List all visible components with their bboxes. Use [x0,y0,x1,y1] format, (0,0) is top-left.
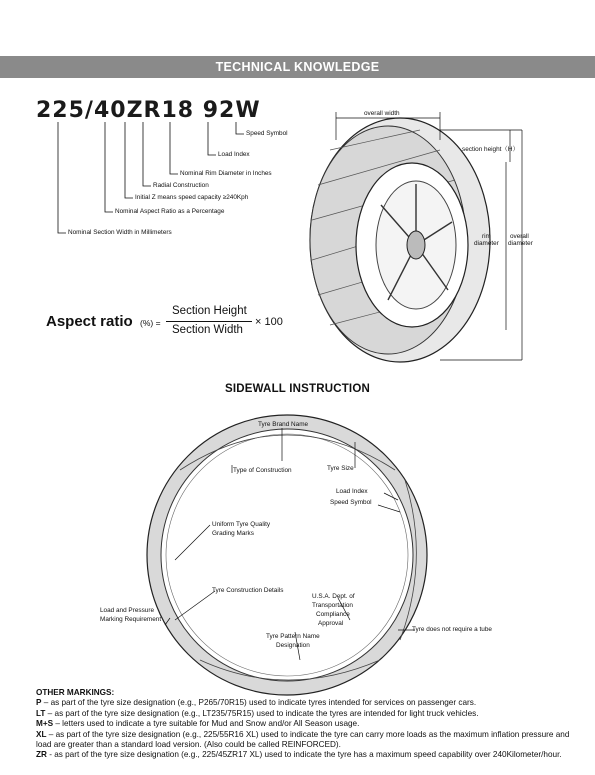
marking-item: M+S – letters used to indicate a tyre suitable for Mud and Snow and/or All Season usage. [36,719,360,729]
label-load-pressure-1: Load and Pressure [100,607,155,614]
other-markings-heading: OTHER MARKINGS: [36,688,115,697]
label-load-index: Load Index [218,151,250,158]
label-construction-type: Type of Construction [233,467,292,474]
label-overall-2: diameter [508,240,533,247]
sidewall-title: SIDEWALL INSTRUCTION [225,383,370,395]
label-pattern-1: Tyre Pattern Name [266,633,320,640]
marking-item: ZR - as part of the tyre size designation (e.g., 225/45ZR17 XL) used to indicate the tyre has a maximum speed capability over 240Kilometer/hour. [36,750,562,760]
label-pattern-2: Designation [276,642,310,649]
marking-item: P – as part of the tyre size designation (e.g., P265/70R15) used to indicate tyres intended for services on passenger cars. [36,698,477,708]
label-dot-2: Transportation [312,602,353,609]
marking-item: XL – as part of the tyre size designation (e.g., 225/55R16 XL) used to indicate the tyre can carry more loads as the maximum inflation pressure and load are greater than a standard load version. (Also could be called REINFORCED). [36,729,570,750]
label-initial-z: Initial Z means speed capacity ≥240Kph [135,194,249,201]
label-utqg-2: Grading Marks [212,530,254,537]
label-overall-width: overall width [364,110,400,117]
sidewall-illustration [147,415,427,695]
label-dot-4: Approval [318,620,344,627]
label-tyre-size: Tyre Size [327,465,354,472]
tyre-size-code: 225/40ZR18 92W [36,98,261,123]
label-utqg-1: Uniform Tyre Quality [212,521,271,528]
marking-item: LT – as part of the tyre size designation (e.g., LT235/75R15) used to indicate the tyres are intended for light truck vehicles. [36,708,479,718]
aspect-numerator: Section Height [172,305,247,317]
fraction-bar [166,321,252,322]
label-rim-2: diameter [474,240,499,247]
other-markings [36,688,576,761]
label-overall-1: overall [510,233,529,240]
label-load-pressure-2: Marking Requirement [100,616,162,623]
label-speed-symbol-sw: Speed Symbol [330,499,372,506]
label-brand: Tyre Brand Name [258,421,309,428]
label-section-height: section height（H） [462,146,519,153]
label-dot-3: Compliance [316,611,350,618]
label-load-index-sw: Load Index [336,488,368,495]
label-rim-1: rim [482,233,491,240]
label-section-width: Nominal Section Width in Millimeters [68,229,172,236]
label-tube: Tyre does not require a tube [412,626,492,633]
label-construction-details: Tyre Construction Details [212,587,284,594]
aspect-ratio-title: Aspect ratio [46,313,133,330]
label-dot-1: U.S.A. Dept. of [312,593,355,600]
section-banner: TECHNICAL KNOWLEDGE [0,56,595,78]
tyre-illustration [310,118,490,362]
label-aspect-ratio: Nominal Aspect Ratio as a Percentage [115,208,225,215]
aspect-ratio-pct: (%) = [140,318,161,328]
aspect-denominator: Section Width [172,324,243,336]
aspect-multiplier: × 100 [255,316,283,328]
label-rim-diameter: Nominal Rim Diameter in Inches [180,170,272,177]
label-radial: Radial Construction [153,182,209,189]
label-speed-symbol: Speed Symbol [246,130,288,137]
